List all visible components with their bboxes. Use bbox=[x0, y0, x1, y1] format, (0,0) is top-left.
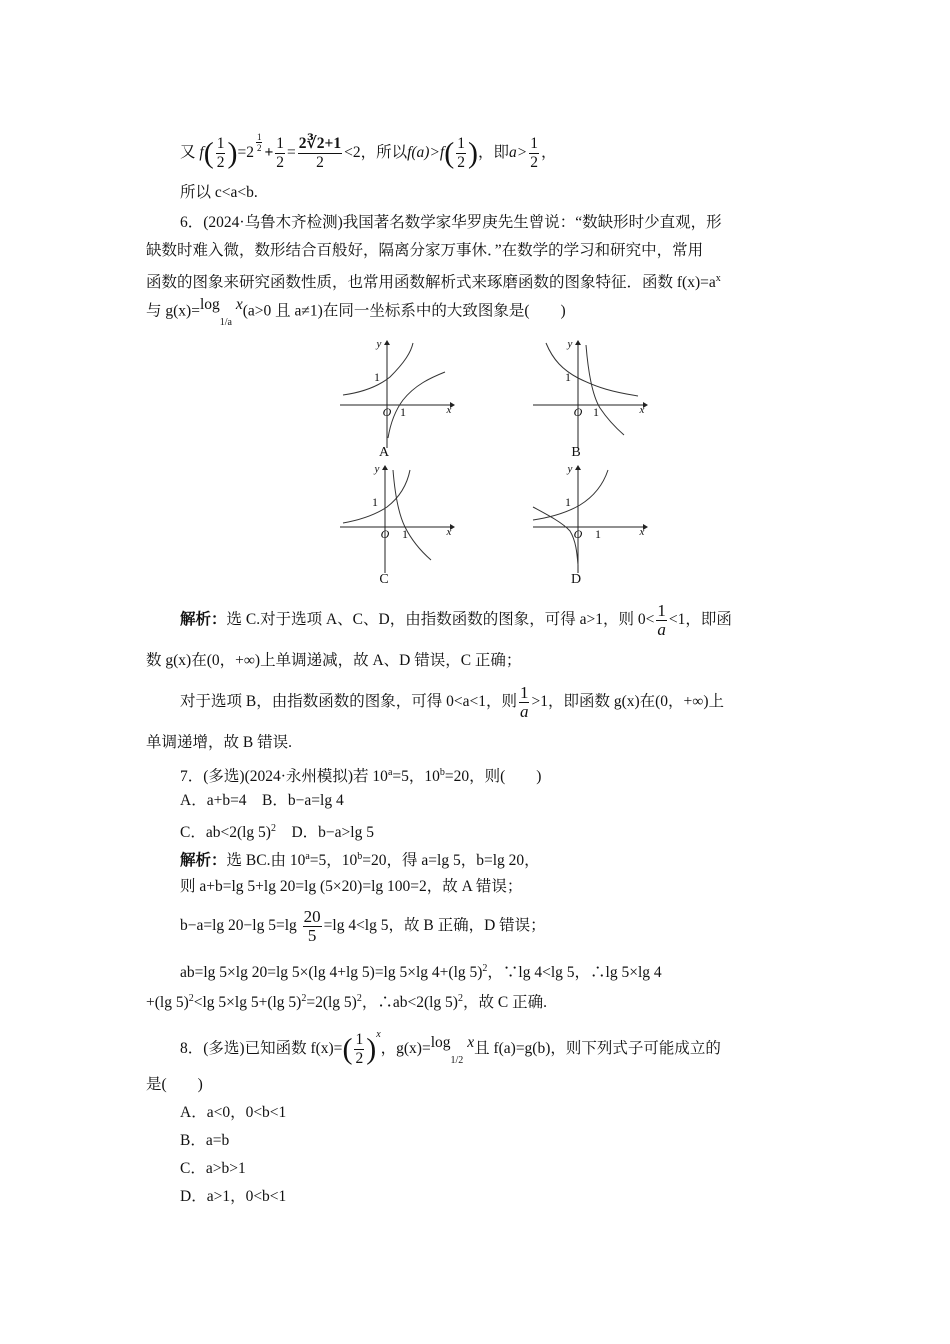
graph-a-one-y: 1 bbox=[374, 370, 380, 384]
text: ，即 bbox=[477, 144, 509, 162]
graph-b-y: y bbox=[567, 338, 573, 350]
q7-ans-line-5: +(lg 5)$^2$<lg 5×lg 5+(lg 5)$^2$=2(lg 5)$^2$，∴ab<2(lg 5)$^2$，故 C 正确. bbox=[146, 993, 547, 1012]
graph-b-one-x: 1 bbox=[593, 405, 599, 419]
ans6-line-2: 数 g(x)在(0，+∞)上单调递减，故 A、D 错误，C 正确； bbox=[146, 652, 522, 669]
ans6-line-4: 单调递增，故 B 错误. bbox=[146, 734, 292, 751]
graph-c-x: x bbox=[446, 526, 452, 538]
q7-ans-line-4: ab=lg 5×lg 20=lg 5×(lg 4+lg 5)=lg 5×lg 4+(lg 5)$^2$，∵lg 4<lg 5，∴lg 5×lg 4 bbox=[180, 963, 662, 982]
graph-c-one-y: 1 bbox=[372, 495, 378, 509]
text: =2 bbox=[237, 144, 254, 162]
q6-line-1: 6．(2024·乌鲁木齐检测)我国著名数学家华罗庚先生曾说：“数缺形时少直观，形 bbox=[180, 214, 722, 231]
text: a> bbox=[509, 144, 528, 162]
graph-c-y: y bbox=[374, 463, 380, 475]
label-a: A bbox=[378, 445, 390, 460]
graph-b-one-y: 1 bbox=[565, 370, 571, 384]
text: f(a)>f bbox=[407, 144, 445, 162]
q7-ans-line-2: 则 a+b=lg 5+lg 20=lg (5×20)=lg 100=2，故 A 错误； bbox=[180, 878, 523, 895]
text: = bbox=[287, 144, 296, 162]
graph-b-x: x bbox=[639, 404, 645, 416]
text: 又 bbox=[180, 144, 196, 162]
graph-a-one-x: 1 bbox=[400, 405, 406, 419]
graph-d bbox=[528, 465, 648, 575]
q7-ans-line-1: 解析：选 BC.由 $10^a=5$，$10^b=20$，得 a=lg 5，b=lg 20， bbox=[180, 851, 540, 870]
q6-line-2: 缺数时难入微，数形结合百般好，隔离分家万事休．”在数学的学习和研究中，常用 bbox=[146, 242, 704, 259]
q8-line-2: 是( ) bbox=[146, 1076, 203, 1093]
graph-a-o: O bbox=[382, 405, 392, 419]
log-expression-2: $\log_{1/2} x$ bbox=[430, 1033, 475, 1066]
graph-a bbox=[335, 340, 455, 450]
q8-opt-c: C．a>b>1 bbox=[180, 1160, 246, 1177]
graph-a-x: x bbox=[446, 404, 452, 416]
q8-opt-a: A．a<0，0<b<1 bbox=[180, 1104, 287, 1121]
fraction-sum: $\frac{2∛2+1}{2}$ bbox=[298, 135, 342, 172]
graph-d-y: y bbox=[567, 463, 573, 475]
q6-line-4: 与 $g(x)=\log_{1/a}$ x(a>0 且 a≠1)在同一坐标系中的大致图象是( ) bbox=[146, 296, 566, 328]
graph-d-o: O bbox=[573, 527, 583, 541]
top-line-1: 又 f( $\frac{1}{2}$ )=2 $^{\frac{1}{2}}$ + $\frac{1}{2}$ = $\frac{2∛2+1}{2}$ <2，所以f(a)>f( $\frac{1}{2}$ )，即a> $\frac{1}{2}$ ， bbox=[180, 132, 557, 172]
q6-line-3: 函数的图象来研究函数性质，也常用函数解析式来琢磨函数的图象特征．函数 $f(x)=a^x$ bbox=[146, 273, 721, 292]
q7-opt-cd: C．ab<2(lg 5)$^2$ D．b−a>lg 5 bbox=[180, 823, 374, 842]
fraction-half-4: $\frac{1}{2}$ bbox=[530, 135, 538, 172]
fraction-half: $\frac{1}{2}$ bbox=[216, 135, 225, 172]
fraction-half-3: $\frac{1}{2}$ bbox=[457, 135, 465, 172]
graph-d-svg bbox=[528, 465, 648, 575]
graph-d-x: x bbox=[639, 526, 645, 538]
q8-opt-d: D．a>1，0<b<1 bbox=[180, 1188, 287, 1205]
label-b: B bbox=[571, 445, 581, 460]
graph-a-svg bbox=[335, 340, 455, 450]
fraction-half-2: $\frac{1}{2}$ bbox=[276, 135, 285, 172]
graph-d-one-y: 1 bbox=[565, 495, 571, 509]
q8-opt-b: B．a=b bbox=[180, 1132, 230, 1149]
q7-opt-ab: A．a+b=4 B．b−a=lg 4 bbox=[180, 792, 344, 809]
graph-b-o: O bbox=[573, 405, 583, 419]
q7-line-1: 7．(多选)(2024·永州模拟)若 $10^a=5$，$10^b=20$，则( ) bbox=[180, 767, 542, 786]
log-expression: $\log_{1/a} x$ bbox=[199, 296, 243, 328]
graph-b-svg bbox=[528, 340, 648, 450]
graph-b bbox=[528, 340, 648, 450]
graph-c bbox=[335, 465, 455, 575]
label-c: C bbox=[379, 572, 389, 587]
top-line-2: 所以 c<a<b. bbox=[180, 184, 258, 201]
q8-line-1: 8．(多选)已知函数 f(x)=( $\frac{1}{2}$ )$^x$，$g(x)=\log_{1/2}$ x且 f(a)=g(b)，则下列式子可能成立的 bbox=[180, 1025, 721, 1071]
text: + bbox=[264, 144, 274, 162]
graph-c-o: O bbox=[380, 527, 390, 541]
text: <2，所以 bbox=[344, 144, 408, 162]
graph-a-y: y bbox=[376, 338, 382, 350]
graph-d-one-x: 1 bbox=[595, 527, 601, 541]
graph-c-one-x: 1 bbox=[402, 527, 408, 541]
ans6-line-3: 对于选项 B，由指数函数的图象，可得 0<a<1，则 $\frac{1}{a}$ >1，即函数 g(x)在(0，+∞)上 bbox=[180, 682, 725, 721]
graph-c-svg bbox=[335, 465, 455, 575]
label-d: D bbox=[570, 572, 582, 587]
ans6-line-1: 解析：选 C.对于选项 A、C、D，由指数函数的图象，可得 a>1，则 0< $\frac{1}{a}$ <1，即函 bbox=[180, 600, 732, 639]
q7-ans-line-3: b−a=lg 20−lg 5=lg $\frac{20}{5}$ =lg 4<lg 5，故 B 正确，D 错误； bbox=[180, 906, 546, 945]
